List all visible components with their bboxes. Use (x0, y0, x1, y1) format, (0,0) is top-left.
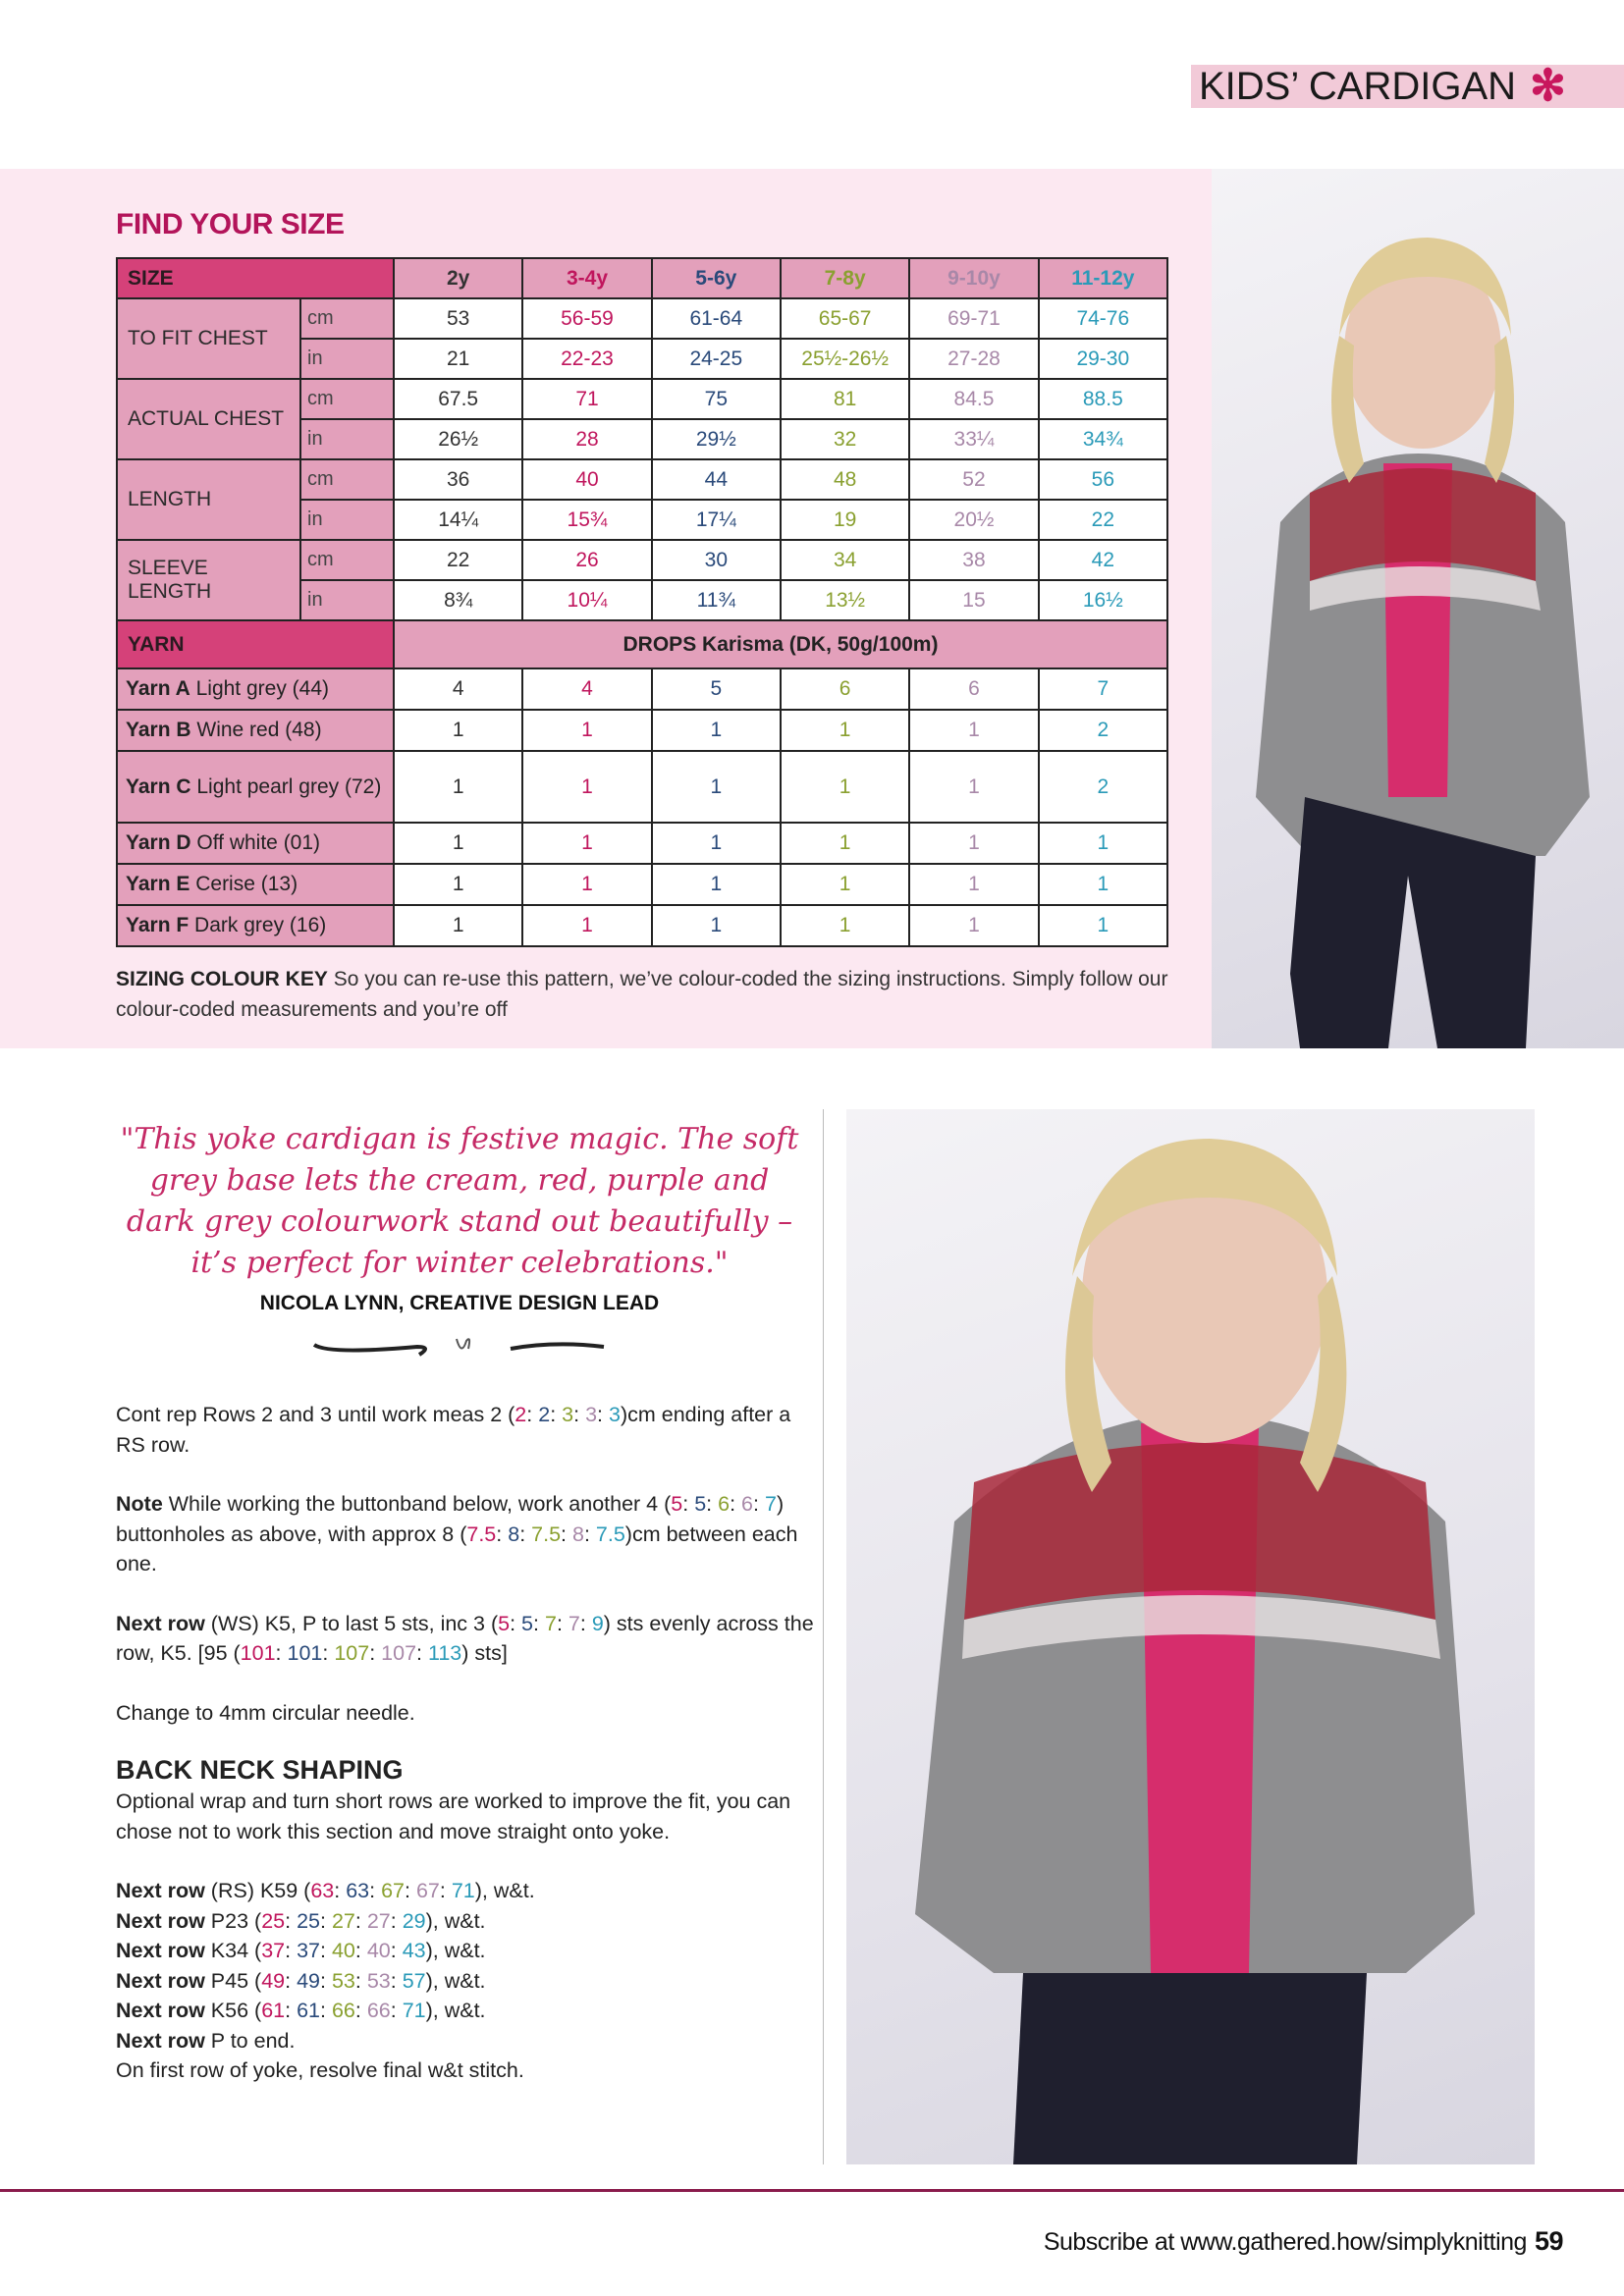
yarn-quantity: 1 (781, 710, 909, 751)
section-header (1191, 62, 1624, 110)
unit-label: in (300, 339, 394, 379)
size-value: 37 (297, 1939, 320, 1962)
size-value: 71 (402, 1999, 426, 2022)
measurement-label: SLEEVE LENGTH (117, 540, 300, 620)
yarn-colour-name: Off white (01) (196, 831, 321, 854)
yarn-header-label: YARN (117, 620, 394, 668)
yarn-quantity: 1 (394, 864, 522, 905)
measurement-value: 13½ (781, 580, 909, 620)
instruction-paragraph (116, 1966, 823, 1997)
instruction-text: ), w&t. (425, 1908, 486, 1933)
yarn-quantity: 1 (652, 864, 781, 905)
yarn-quantity: 1 (652, 710, 781, 751)
measurement-value: 33¼ (909, 419, 1038, 459)
instruction-text: : (334, 1879, 347, 1902)
yarn-row (117, 905, 1167, 946)
yarn-quantity: 1 (1039, 864, 1167, 905)
measurement-value: 34 (781, 540, 909, 580)
size-value: 7.5 (531, 1522, 562, 1546)
instruction-text: : (579, 1611, 592, 1635)
unit-label: in (300, 500, 394, 540)
measurement-value: 69-71 (909, 298, 1038, 339)
measurement-value: 75 (652, 379, 781, 419)
measurement-value: 53 (394, 298, 522, 339)
measurement-value: 14¼ (394, 500, 522, 540)
yarn-quantity: 1 (781, 823, 909, 864)
instruction-text: : (319, 1939, 332, 1962)
row-label: Next row (116, 1999, 205, 2022)
measurement-value: 71 (522, 379, 651, 419)
size-value: 5 (694, 1492, 707, 1516)
instruction-text: : (573, 1403, 586, 1426)
yarn-code: Yarn D (126, 831, 191, 854)
flower-icon: ✻ (1530, 62, 1566, 110)
yarn-code: Yarn C (126, 774, 191, 798)
pull-quote: "This yoke cardigan is festive magic. The soft grey base lets the cream, red, purple and dark grey colourwork stand out beautifully – it’s perfect for winter celebrations." (120, 1122, 799, 1280)
size-value: 49 (261, 1968, 286, 1993)
yarn-row (117, 668, 1167, 710)
instruction-paragraph (116, 1906, 823, 1937)
measurement-value: 10¼ (522, 580, 651, 620)
yarn-colour-name: Wine red (48) (196, 719, 322, 741)
instruction-paragraph (116, 1787, 823, 1846)
instruction-text: (WS) K5, P to last 5 sts, inc 3 ( (204, 1611, 499, 1635)
yarn-quantity: 2 (1039, 710, 1167, 751)
size-value: 67 (381, 1879, 406, 1902)
yarn-quantity: 4 (522, 668, 651, 710)
sizing-colour-key (116, 964, 1176, 1025)
instruction-text: : (597, 1403, 609, 1426)
yarn-quantity: 1 (522, 905, 651, 946)
size-value: 5 (671, 1492, 683, 1516)
yarn-row (117, 751, 1167, 823)
row-label: Next row (116, 1908, 205, 1933)
instruction-text: P45 ( (204, 1968, 262, 1993)
sizing-key-text: So you can re-use this pattern, we’ve colour-coded the sizing instructions. Simply follow our colour-coded measurements and you’re off (116, 968, 1168, 1021)
size-column-header: 3-4y (522, 258, 651, 298)
unit-label: in (300, 580, 394, 620)
photo-girl-cardigan-2 (846, 1109, 1535, 2164)
yarn-label (117, 710, 394, 751)
size-value: 25 (297, 1908, 320, 1933)
instruction-text: : (319, 1968, 332, 1993)
row-label: Next row (116, 1939, 205, 1962)
size-value: 61 (261, 1999, 286, 2022)
instruction-text: : (706, 1492, 719, 1516)
yarn-quantity: 1 (781, 905, 909, 946)
section-title: KIDS’ CARDIGAN (1199, 65, 1517, 108)
sizing-key-label: SIZING COLOUR KEY (116, 968, 328, 990)
pattern-instructions (116, 1400, 823, 2086)
size-value: 71 (451, 1879, 475, 1902)
instruction-text: : (354, 1939, 367, 1962)
instruction-text: : (556, 1611, 568, 1635)
measurement-value: 34¾ (1039, 419, 1167, 459)
size-value: 25 (261, 1908, 286, 1933)
measurement-value: 29½ (652, 419, 781, 459)
instruction-text: : (519, 1522, 532, 1546)
yarn-quantity: 1 (522, 710, 651, 751)
measurement-row (117, 298, 1167, 339)
instruction-paragraph (116, 1698, 823, 1729)
quote-attribution: NICOLA LYNN, CREATIVE DESIGN LEAD (259, 1292, 660, 1314)
photo-girl-cardigan-1 (1212, 169, 1624, 1048)
measurement-row (117, 459, 1167, 500)
instruction-text: ), w&t. (474, 1879, 535, 1902)
size-value: 40 (366, 1939, 391, 1962)
size-column-header: 9-10y (909, 258, 1038, 298)
unit-label: cm (300, 298, 394, 339)
yarn-quantity: 1 (1039, 823, 1167, 864)
size-value: 7 (544, 1611, 557, 1635)
instruction-text: While working the buttonband below, work another 4 ( (162, 1492, 672, 1516)
instruction-text: : (275, 1641, 288, 1665)
instruction-text: ) buttonholes as above, with approx 8 ( (116, 1492, 785, 1546)
size-column-header: 2y (394, 258, 522, 298)
photo-illustration (1212, 169, 1624, 1048)
row-label: Next row (116, 1611, 205, 1635)
size-value: 49 (297, 1968, 320, 1993)
section-heading (116, 1753, 823, 1787)
size-value: 67 (415, 1879, 440, 1902)
size-value: 7.5 (595, 1522, 625, 1546)
instruction-text: K56 ( (204, 1999, 262, 2022)
size-value: 101 (287, 1641, 323, 1665)
size-column-header: 11-12y (1039, 258, 1167, 298)
measurement-value: 65-67 (781, 298, 909, 339)
instruction-text: : (533, 1611, 545, 1635)
row-label: Next row (116, 1968, 205, 1993)
measurement-value: 32 (781, 419, 909, 459)
instruction-text: P to end. (204, 2028, 296, 2053)
size-value: 43 (402, 1939, 426, 1962)
instruction-text: : (322, 1641, 335, 1665)
yarn-quantity: 1 (522, 864, 651, 905)
instruction-text: : (439, 1879, 452, 1902)
yarn-quantity: 6 (909, 668, 1038, 710)
measurement-label: LENGTH (117, 459, 300, 540)
yarn-row (117, 823, 1167, 864)
instruction-text: : (730, 1492, 742, 1516)
yarn-quantity: 1 (909, 751, 1038, 823)
yarn-quantity: 1 (652, 823, 781, 864)
measurement-value: 15 (909, 580, 1038, 620)
measurement-value: 28 (522, 419, 651, 459)
yarn-quantity: 1 (909, 864, 1038, 905)
instruction-text: Optional wrap and turn short rows are worked to improve the fit, you can chose not to work this section and move straight onto yoke. (116, 1789, 791, 1843)
size-value: 7 (764, 1492, 777, 1516)
yarn-quantity: 4 (394, 668, 522, 710)
measurement-value: 16½ (1039, 580, 1167, 620)
size-value: 5 (521, 1611, 534, 1635)
measurement-value: 19 (781, 500, 909, 540)
instruction-text: : (285, 1999, 298, 2022)
measurement-value: 30 (652, 540, 781, 580)
size-value: 3 (562, 1403, 574, 1426)
size-value: 57 (402, 1968, 426, 1993)
size-value: 63 (346, 1879, 370, 1902)
measurement-value: 81 (781, 379, 909, 419)
measurement-value: 44 (652, 459, 781, 500)
measurement-value: 11¾ (652, 580, 781, 620)
instruction-text: ), w&t. (425, 1968, 486, 1993)
instruction-text: : (550, 1403, 563, 1426)
size-value: 3 (608, 1403, 621, 1426)
measurement-value: 22 (1039, 500, 1167, 540)
size-column-header: 7-8y (781, 258, 909, 298)
size-value: 29 (402, 1908, 426, 1933)
measurement-value: 36 (394, 459, 522, 500)
measurement-value: 24-25 (652, 339, 781, 379)
size-value: 66 (331, 1999, 355, 2022)
measurement-value: 42 (1039, 540, 1167, 580)
measurement-value: 56-59 (522, 298, 651, 339)
instruction-paragraph (116, 2056, 823, 2086)
instruction-text: : (405, 1879, 416, 1902)
measurement-value: 25½-26½ (781, 339, 909, 379)
instruction-text: : (510, 1611, 522, 1635)
yarn-quantity: 1 (394, 905, 522, 946)
instruction-text: BACK NECK SHAPING (116, 1755, 404, 1785)
yarn-code: Yarn F (126, 914, 189, 936)
instruction-paragraph (116, 1400, 823, 1460)
yarn-code: Yarn E (126, 873, 190, 895)
instruction-text: (RS) K59 ( (204, 1879, 311, 1902)
yarn-label (117, 905, 394, 946)
row-label: Next row (116, 1879, 205, 1902)
measurement-value: 15¾ (522, 500, 651, 540)
size-value: 6 (718, 1492, 731, 1516)
yarn-quantity: 5 (652, 668, 781, 710)
unit-label: cm (300, 459, 394, 500)
size-value: 2 (514, 1403, 527, 1426)
size-value: 9 (591, 1611, 604, 1635)
row-label: Next row (116, 2028, 205, 2053)
instruction-text: On first row of yoke, resolve final w&t stitch. (116, 2058, 524, 2082)
column-divider (823, 1109, 824, 2164)
yarn-quantity: 1 (909, 710, 1038, 751)
instruction-text: : (354, 1999, 367, 2022)
instruction-text: )cm ending after a RS row. (116, 1403, 791, 1457)
photo-illustration (846, 1109, 1535, 2164)
yarn-quantity: 1 (394, 751, 522, 823)
instruction-text: : (354, 1908, 367, 1933)
measurement-label: TO FIT CHEST (117, 298, 300, 379)
yarn-quantity: 1 (652, 905, 781, 946)
measurement-label: ACTUAL CHEST (117, 379, 300, 459)
size-value: 66 (366, 1999, 391, 2022)
yarn-label (117, 751, 394, 823)
unit-label: cm (300, 540, 394, 580)
flourish-divider-icon (309, 1327, 614, 1366)
left-column (116, 1119, 823, 2086)
instruction-paragraph (116, 2026, 823, 2056)
size-header-label: SIZE (117, 258, 394, 298)
yarn-quantity: 1 (781, 751, 909, 823)
page-number: 59 (1534, 2226, 1563, 2256)
instruction-text: : (319, 1999, 332, 2022)
instruction-text: P23 ( (204, 1908, 262, 1933)
instruction-text: : (369, 1879, 382, 1902)
measurement-value: 26 (522, 540, 651, 580)
measurement-value: 27-28 (909, 339, 1038, 379)
yarn-colour-name: Light grey (44) (195, 677, 329, 700)
measurement-value: 29-30 (1039, 339, 1167, 379)
yarn-label (117, 864, 394, 905)
row-label: Note (116, 1492, 163, 1516)
measurement-value: 74-76 (1039, 298, 1167, 339)
measurement-value: 17¼ (652, 500, 781, 540)
yarn-header-row (117, 620, 1167, 668)
instruction-paragraph (116, 1609, 823, 1669)
size-value: 101 (240, 1641, 276, 1665)
size-value: 37 (261, 1939, 286, 1962)
yarn-label (117, 668, 394, 710)
yarn-quantity: 1 (522, 823, 651, 864)
instruction-paragraph (116, 1996, 823, 2026)
instruction-text: : (390, 1908, 403, 1933)
unit-label: cm (300, 379, 394, 419)
yarn-name: DROPS Karisma (DK, 50g/100m) (394, 620, 1167, 668)
yarn-quantity: 1 (652, 751, 781, 823)
measurement-value: 48 (781, 459, 909, 500)
size-value: 40 (331, 1939, 355, 1962)
measurement-row (117, 540, 1167, 580)
measurement-row (117, 379, 1167, 419)
yarn-colour-name: Light pearl grey (72) (196, 774, 382, 798)
measurement-value: 26½ (394, 419, 522, 459)
size-header-row (117, 258, 1167, 298)
size-value: 27 (366, 1908, 391, 1933)
instruction-paragraph (116, 1489, 823, 1579)
instruction-text: : (285, 1939, 298, 1962)
instruction-text: : (496, 1522, 509, 1546)
measurement-value: 52 (909, 459, 1038, 500)
size-value: 8 (571, 1522, 584, 1546)
instruction-text: : (583, 1522, 596, 1546)
instruction-text: : (682, 1492, 695, 1516)
instruction-text: : (390, 1999, 403, 2022)
size-value: 107 (334, 1641, 370, 1665)
size-value: 5 (498, 1611, 511, 1635)
instruction-text: Cont rep Rows 2 and 3 until work meas 2 ( (116, 1403, 515, 1426)
size-value: 53 (366, 1968, 391, 1993)
measurement-value: 20½ (909, 500, 1038, 540)
size-value: 2 (538, 1403, 551, 1426)
instruction-text: ), w&t. (425, 1999, 486, 2022)
measurement-value: 22 (394, 540, 522, 580)
instruction-text: Change to 4mm circular needle. (116, 1700, 415, 1725)
instruction-text: : (390, 1968, 403, 1993)
instruction-text: ) sts evenly across the row, K5. [95 ( (116, 1611, 814, 1665)
instruction-text: : (369, 1641, 382, 1665)
instruction-text: : (753, 1492, 765, 1516)
yarn-colour-name: Dark grey (16) (194, 914, 327, 936)
yarn-quantity: 1 (781, 864, 909, 905)
yarn-row (117, 710, 1167, 751)
size-value: 63 (310, 1879, 335, 1902)
size-table (116, 257, 1168, 947)
instruction-text: : (526, 1403, 539, 1426)
measurement-value: 40 (522, 459, 651, 500)
instruction-text: )cm between each one. (116, 1522, 798, 1575)
yarn-colour-name: Cerise (13) (195, 873, 298, 895)
instruction-text: ), w&t. (425, 1939, 486, 1962)
size-value: 3 (585, 1403, 598, 1426)
measurement-value: 61-64 (652, 298, 781, 339)
yarn-row (117, 864, 1167, 905)
size-value: 27 (331, 1908, 355, 1933)
size-value: 107 (381, 1641, 417, 1665)
yarn-label (117, 823, 394, 864)
measurement-value: 8¾ (394, 580, 522, 620)
footer-rule (0, 2189, 1624, 2192)
size-value: 8 (508, 1522, 520, 1546)
subscribe-link[interactable]: Subscribe at www.gathered.how/simplyknitting (1043, 2228, 1527, 2256)
yarn-quantity: 1 (909, 905, 1038, 946)
instruction-text: : (561, 1522, 572, 1546)
size-value: 61 (297, 1999, 320, 2022)
size-value: 53 (331, 1968, 355, 1993)
yarn-code: Yarn A (126, 677, 190, 700)
footer (1044, 2226, 1563, 2257)
instruction-text: : (285, 1968, 298, 1993)
unit-label: in (300, 419, 394, 459)
instruction-text: ) sts] (461, 1641, 508, 1665)
measurement-value: 67.5 (394, 379, 522, 419)
size-value: 6 (741, 1492, 754, 1516)
instruction-text: : (390, 1939, 403, 1962)
yarn-quantity: 1 (394, 823, 522, 864)
size-value: 7.5 (466, 1522, 497, 1546)
measurement-value: 88.5 (1039, 379, 1167, 419)
yarn-quantity: 7 (1039, 668, 1167, 710)
size-value: 113 (427, 1641, 462, 1665)
yarn-quantity: 1 (1039, 905, 1167, 946)
size-column-header: 5-6y (652, 258, 781, 298)
instruction-text: : (285, 1908, 298, 1933)
instruction-paragraph (116, 1936, 823, 1966)
measurement-value: 56 (1039, 459, 1167, 500)
instruction-text: : (319, 1908, 332, 1933)
instruction-text: K34 ( (204, 1939, 262, 1962)
measurement-value: 38 (909, 540, 1038, 580)
yarn-code: Yarn B (126, 719, 191, 741)
find-your-size-title: FIND YOUR SIZE (116, 208, 345, 240)
yarn-quantity: 1 (909, 823, 1038, 864)
instruction-text: : (416, 1641, 428, 1665)
measurement-value: 21 (394, 339, 522, 379)
size-value: 7 (568, 1611, 580, 1635)
yarn-quantity: 6 (781, 668, 909, 710)
measurement-value: 22-23 (522, 339, 651, 379)
instruction-text: : (354, 1968, 367, 1993)
yarn-quantity: 2 (1039, 751, 1167, 823)
measurement-value: 84.5 (909, 379, 1038, 419)
yarn-quantity: 1 (522, 751, 651, 823)
instruction-paragraph (116, 1876, 823, 1906)
yarn-quantity: 1 (394, 710, 522, 751)
